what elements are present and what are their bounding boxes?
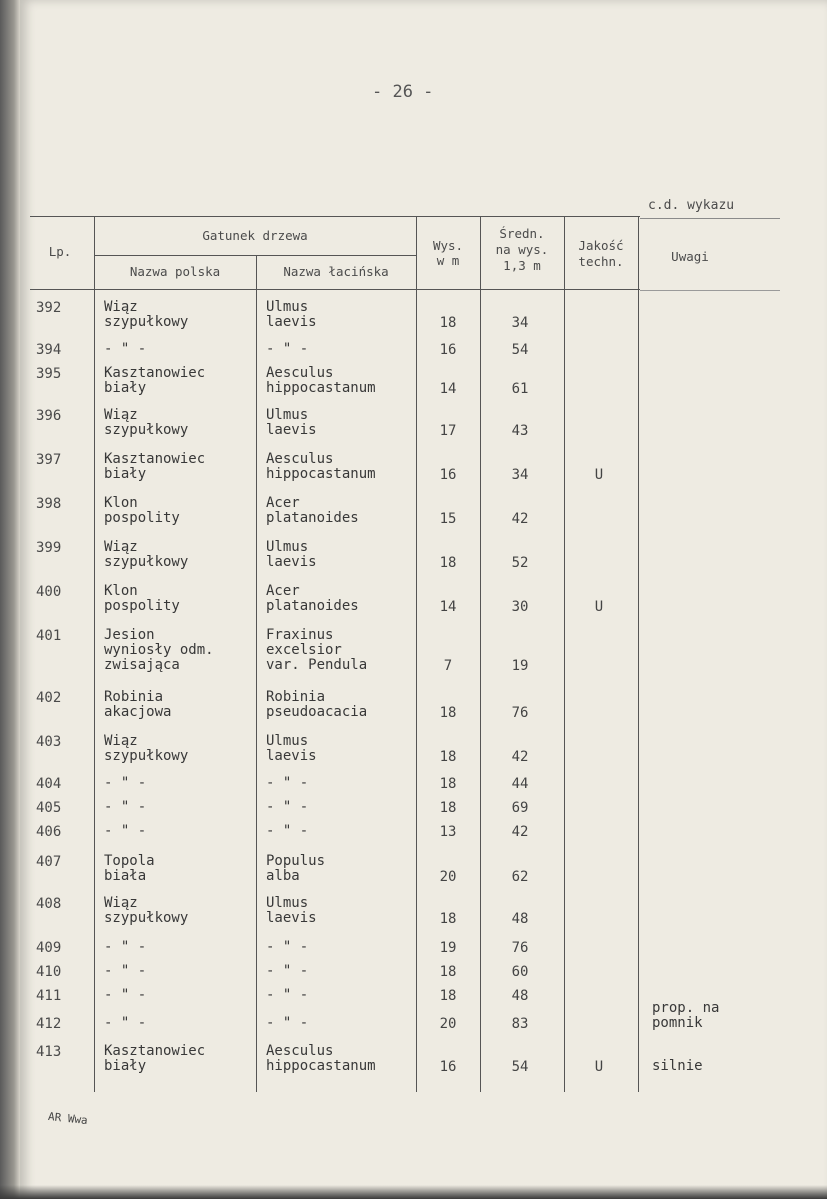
- height-value: 18: [439, 988, 457, 1004]
- latin-name: - " -: [266, 963, 309, 979]
- diameter-value: 19: [511, 658, 529, 674]
- row-number: 398: [36, 496, 62, 512]
- polish-name: Klon pospolity: [104, 583, 180, 614]
- header-quality: Jakość techn.: [578, 238, 624, 269]
- height-value: 17: [439, 423, 457, 439]
- row-number: 408: [36, 896, 62, 912]
- header-height: Wys. w m: [432, 238, 464, 268]
- latin-name: Ulmus laevis: [266, 299, 317, 330]
- diameter-value: 48: [511, 988, 529, 1004]
- row-number: 409: [36, 940, 62, 956]
- col-rule-polish: [256, 256, 257, 1092]
- row-number: 397: [36, 452, 62, 468]
- polish-name: Jesion wyniosły odm. zwisająca: [104, 627, 214, 673]
- latin-name: Acer platanoides: [266, 583, 359, 614]
- diameter-value: 76: [511, 705, 529, 721]
- height-value: 18: [439, 911, 457, 927]
- latin-name: Ulmus laevis: [266, 895, 317, 926]
- latin-name: Fraxinus excelsior var. Pendula: [266, 627, 368, 673]
- diameter-value: 44: [511, 776, 529, 792]
- height-value: 20: [439, 1016, 457, 1032]
- height-value: 18: [439, 705, 457, 721]
- height-value: 14: [439, 381, 457, 397]
- diameter-value: 60: [511, 964, 529, 980]
- diameter-value: 52: [511, 555, 529, 571]
- height-value: 18: [439, 964, 457, 980]
- height-value: 15: [439, 511, 457, 527]
- diameter-value: 42: [511, 511, 529, 527]
- polish-name: - " -: [104, 1015, 147, 1031]
- latin-name: Aesculus hippocastanum: [266, 1043, 376, 1074]
- polish-name: Robinia akacjowa: [104, 689, 172, 720]
- table-top-rule: [30, 216, 640, 217]
- polish-name: Wiąz szypułkowy: [104, 733, 189, 764]
- height-value: 20: [439, 869, 457, 885]
- polish-name: Kasztanowiec biały: [104, 365, 206, 396]
- row-number: 410: [36, 964, 62, 980]
- col-rule-height: [480, 216, 481, 1092]
- diameter-value: 76: [511, 940, 529, 956]
- latin-name: - " -: [266, 341, 309, 357]
- diameter-value: 54: [511, 342, 529, 358]
- latin-name: Ulmus laevis: [266, 733, 317, 764]
- polish-name: Wiąz szypułkowy: [104, 895, 189, 926]
- polish-name: - " -: [104, 775, 147, 791]
- latin-name: - " -: [266, 799, 309, 815]
- height-value: 18: [439, 749, 457, 765]
- continuation-note: c.d. wykazu: [648, 198, 735, 213]
- diameter-value: 42: [511, 824, 529, 840]
- quality-value: U: [594, 467, 604, 483]
- height-value: 16: [439, 1059, 457, 1075]
- diameter-value: 43: [511, 423, 529, 439]
- polish-name: Kasztanowiec biały: [104, 1043, 206, 1074]
- quality-value: U: [594, 1059, 604, 1075]
- latin-name: - " -: [266, 775, 309, 791]
- row-number: 411: [36, 988, 62, 1004]
- table-top-rule-right: [640, 218, 780, 219]
- row-number: 404: [36, 776, 62, 792]
- row-number: 407: [36, 854, 62, 870]
- header-polish-name: Nazwa polska: [129, 264, 221, 279]
- polish-name: Topola biała: [104, 853, 155, 884]
- polish-name: - " -: [104, 963, 147, 979]
- latin-name: Robinia pseudoacacia: [266, 689, 368, 720]
- height-value: 18: [439, 555, 457, 571]
- row-number: 412: [36, 1016, 62, 1032]
- quality-value: U: [594, 599, 604, 615]
- header-species: Gatunek drzewa: [202, 228, 308, 243]
- row-number: 400: [36, 584, 62, 600]
- row-number: 395: [36, 366, 62, 382]
- row-number: 403: [36, 734, 62, 750]
- latin-name: - " -: [266, 939, 309, 955]
- col-rule-latin: [416, 216, 417, 1092]
- latin-name: Aesculus hippocastanum: [266, 365, 376, 396]
- header-latin-name: Nazwa łacińska: [283, 264, 389, 279]
- polish-name: Wiąz szypułkowy: [104, 539, 189, 570]
- species-subheader-rule: [94, 255, 416, 256]
- header-remarks: Uwagi: [671, 249, 709, 264]
- header-lp: Lp.: [48, 244, 72, 259]
- height-value: 13: [439, 824, 457, 840]
- polish-name: - " -: [104, 823, 147, 839]
- polish-name: - " -: [104, 987, 147, 1003]
- latin-name: Acer platanoides: [266, 495, 359, 526]
- row-number: 406: [36, 824, 62, 840]
- polish-name: Klon pospolity: [104, 495, 180, 526]
- height-value: 19: [439, 940, 457, 956]
- height-value: 18: [439, 776, 457, 792]
- height-value: 16: [439, 467, 457, 483]
- diameter-value: 62: [511, 869, 529, 885]
- book-spine: [0, 0, 20, 1199]
- remarks-value: prop. na pomnik: [652, 1000, 720, 1031]
- polish-name: - " -: [104, 939, 147, 955]
- polish-name: - " -: [104, 799, 147, 815]
- polish-name: Kasztanowiec biały: [104, 451, 206, 482]
- height-value: 14: [439, 599, 457, 615]
- row-number: 399: [36, 540, 62, 556]
- latin-name: - " -: [266, 1015, 309, 1031]
- page-number: - 26 -: [372, 82, 434, 102]
- page-bottom-shadow: [0, 1185, 827, 1199]
- latin-name: Populus alba: [266, 853, 326, 884]
- row-number: 405: [36, 800, 62, 816]
- diameter-value: 61: [511, 381, 529, 397]
- height-value: 18: [439, 800, 457, 816]
- polish-name: - " -: [104, 341, 147, 357]
- diameter-value: 69: [511, 800, 529, 816]
- polish-name: Wiąz szypułkowy: [104, 299, 189, 330]
- polish-name: Wiąz szypułkowy: [104, 407, 189, 438]
- col-rule-lp: [94, 216, 95, 1092]
- latin-name: - " -: [266, 823, 309, 839]
- latin-name: Ulmus laevis: [266, 407, 317, 438]
- diameter-value: 42: [511, 749, 529, 765]
- height-value: 18: [439, 315, 457, 331]
- row-number: 413: [36, 1044, 62, 1060]
- diameter-value: 30: [511, 599, 529, 615]
- row-number: 394: [36, 342, 62, 358]
- row-number: 392: [36, 300, 62, 316]
- header-diameter: Średn. na wys. 1,3 m: [495, 226, 549, 273]
- row-number: 402: [36, 690, 62, 706]
- table-header-bottom-rule-right: [640, 290, 780, 291]
- diameter-value: 54: [511, 1059, 529, 1075]
- row-number: 401: [36, 628, 62, 644]
- col-rule-diameter: [564, 216, 565, 1092]
- table-header-bottom-rule: [30, 289, 640, 290]
- latin-name: Aesculus hippocastanum: [266, 451, 376, 482]
- height-value: 7: [443, 658, 453, 674]
- diameter-value: 83: [511, 1016, 529, 1032]
- latin-name: - " -: [266, 987, 309, 1003]
- remarks-value: silnie: [652, 1058, 703, 1074]
- diameter-value: 48: [511, 911, 529, 927]
- latin-name: Ulmus laevis: [266, 539, 317, 570]
- height-value: 16: [439, 342, 457, 358]
- row-number: 396: [36, 408, 62, 424]
- diameter-value: 34: [511, 315, 529, 331]
- archive-stamp: AR Wwa: [47, 1109, 89, 1128]
- col-rule-quality: [638, 216, 639, 1092]
- diameter-value: 34: [511, 467, 529, 483]
